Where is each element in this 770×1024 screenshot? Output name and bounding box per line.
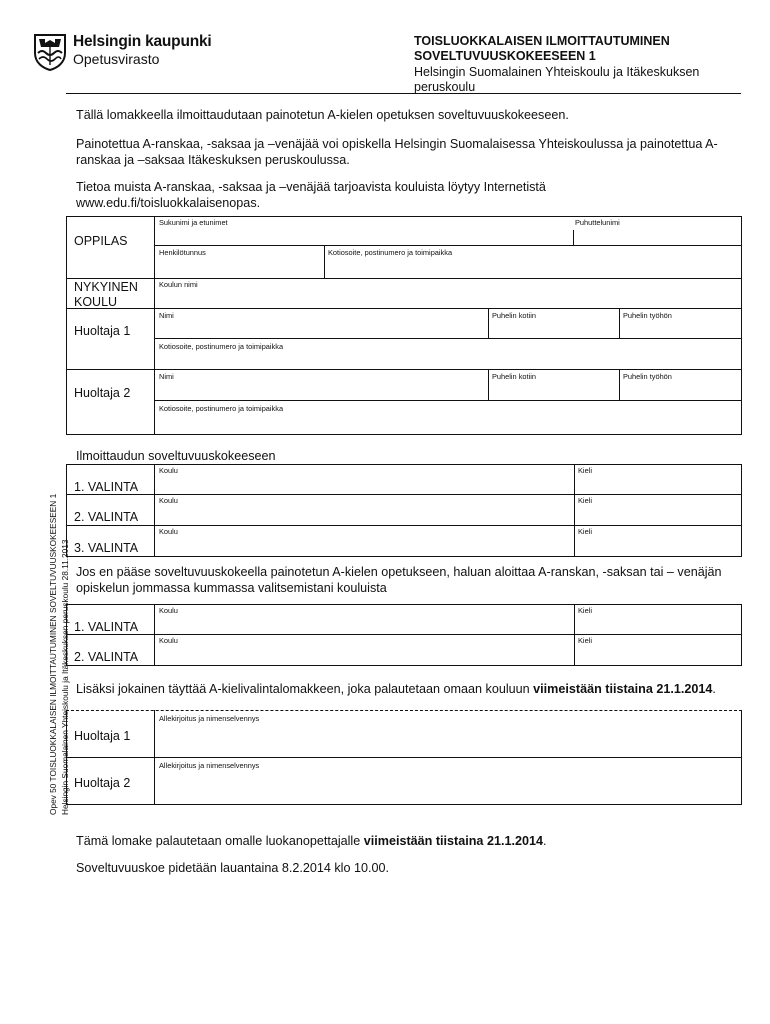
organization-name: Helsingin kaupunki: [73, 33, 212, 50]
exam-date-note: Soveltuvuuskoe pidetään lauantaina 8.2.2014 klo 10.00.: [76, 861, 389, 875]
extra-language-form-note: [76, 682, 736, 698]
city-crest-icon: [33, 33, 67, 71]
student-address-field[interactable]: Kotiosoite, postinumero ja toimipaikka: [328, 248, 453, 257]
signature-guardian-1-field[interactable]: Allekirjoitus ja nimenselvennys: [159, 714, 260, 723]
guardian-2-work-phone-field[interactable]: Puhelin työhön: [623, 372, 672, 381]
guardian-1-address-field[interactable]: Kotiosoite, postinumero ja toimipaikka: [159, 342, 284, 351]
form-title-line2: SOVELTUVUUSKOKEESEEN 1: [414, 49, 596, 63]
signature-guardian-1-label: Huoltaja 1: [74, 729, 131, 743]
exam-choice-3-school-field[interactable]: Koulu: [159, 527, 178, 536]
department-name: Opetusvirasto: [73, 51, 160, 67]
current-school-label-line2: KOULU: [74, 295, 118, 309]
return-instruction-end: .: [542, 834, 547, 848]
exam-choice-3-label: 3. VALINTA: [74, 541, 139, 555]
school-name-field[interactable]: Koulun nimi: [159, 280, 198, 289]
fallback-text: Jos en pääse soveltuvuuskokeella painotetun A-kielen opetukseen, haluan aloittaa A-ranskan, -saksan tai – venäjän opiskelun jommassa kummassa valitsemistani kouluista: [76, 565, 722, 595]
signature-guardian-2-field[interactable]: Allekirjoitus ja nimenselvennys: [159, 761, 260, 770]
side-form-reference-line1: Opev 50 TOISLUOKKALAISEN ILMOITTAUTUMINEN SOVELTUVUUSKOKEESEEN 1: [48, 493, 58, 815]
guardian-1-label: Huoltaja 1: [74, 324, 131, 338]
exam-choice-2-school-field[interactable]: Koulu: [159, 496, 178, 505]
guardian-2-name-field[interactable]: Nimi: [159, 372, 174, 381]
fallback-choice-2-language-field[interactable]: Kieli: [578, 636, 592, 645]
current-school-label: [74, 280, 138, 310]
return-instruction-text: Tämä lomake palautetaan omalle luokanopettajalle: [76, 834, 364, 848]
return-instruction: [76, 834, 736, 850]
return-deadline: viimeistään tiistaina 21.1.2014: [363, 834, 543, 848]
exam-choice-3-language-field[interactable]: Kieli: [578, 527, 592, 536]
fallback-choice-1-language-field[interactable]: Kieli: [578, 606, 592, 615]
current-school-label-line1: NYKYINEN: [74, 280, 138, 294]
extra-note-text: Lisäksi jokainen täyttää A-kielivalintalomakkeen, joka palautetaan omaan kouluun: [76, 682, 534, 696]
student-section-label: OPPILAS: [74, 234, 128, 248]
exam-choice-2-language-field[interactable]: Kieli: [578, 496, 592, 505]
extra-note-end: .: [712, 682, 716, 696]
guardian-1-home-phone-field[interactable]: Puhelin kotiin: [492, 311, 536, 320]
exam-choice-1-language-field[interactable]: Kieli: [578, 466, 592, 475]
fallback-choice-2-school-field[interactable]: Koulu: [159, 636, 178, 645]
intro-paragraph-3: Tietoa muista A-ranskaa, -saksaa ja –venäjää tarjoavista kouluista löytyy Internetistä www.edu.fi/toisluokkalaisenopas.: [76, 180, 546, 210]
fallback-choices-table: [66, 604, 742, 666]
exam-choice-2-label: 2. VALINTA: [74, 510, 139, 524]
side-form-reference: [48, 494, 71, 815]
exam-heading: Ilmoittaudun soveltuvuuskokeeseen: [76, 449, 276, 463]
student-name-field[interactable]: Sukunimi ja etunimet: [159, 218, 228, 227]
form-title: [414, 34, 670, 64]
student-info-table: [66, 216, 742, 435]
guardian-2-address-field[interactable]: Kotiosoite, postinumero ja toimipaikka: [159, 404, 284, 413]
form-subtitle: Helsingin Suomalainen Yhteiskoulu ja Itäkeskuksen peruskoulu: [414, 65, 700, 94]
fallback-choice-1-school-field[interactable]: Koulu: [159, 606, 178, 615]
exam-choice-1-label: 1. VALINTA: [74, 480, 139, 494]
guardian-1-work-phone-field[interactable]: Puhelin työhön: [623, 311, 672, 320]
extra-note-deadline: viimeistään tiistaina 21.1.2014: [533, 682, 713, 696]
exam-choices-table: [66, 464, 742, 557]
form-title-line1: TOISLUOKKALAISEN ILMOITTAUTUMINEN: [414, 34, 670, 48]
signature-table: [66, 710, 742, 805]
guardian-2-label: Huoltaja 2: [74, 386, 131, 400]
header-divider: [66, 93, 741, 94]
fallback-choice-2-label: 2. VALINTA: [74, 650, 139, 664]
exam-choice-1-school-field[interactable]: Koulu: [159, 466, 178, 475]
intro-paragraph-2: Painotettua A-ranskaa, -saksaa ja –venäjää voi opiskella Helsingin Suomalaisessa Yhteiskoulussa ja painotettua A-ranskaa ja –saksaa Itäkeskuksen peruskoulussa.: [76, 137, 718, 167]
side-form-reference-line2: Helsingin Suomalainen Yhteiskoulu ja Itäkeskuksen peruskoulu 28.11.2013: [59, 539, 70, 815]
intro-paragraph-1: Tällä lomakkeella ilmoittaudutaan painotetun A-kielen opetuksen soveltuvuuskokeeseen.: [76, 108, 569, 122]
guardian-2-home-phone-field[interactable]: Puhelin kotiin: [492, 372, 536, 381]
calling-name-field[interactable]: Puhuttelunimi: [575, 218, 620, 227]
signature-guardian-2-label: Huoltaja 2: [74, 776, 131, 790]
guardian-1-name-field[interactable]: Nimi: [159, 311, 174, 320]
fallback-choice-1-label: 1. VALINTA: [74, 620, 139, 634]
ssn-field[interactable]: Henkilötunnus: [159, 248, 206, 257]
